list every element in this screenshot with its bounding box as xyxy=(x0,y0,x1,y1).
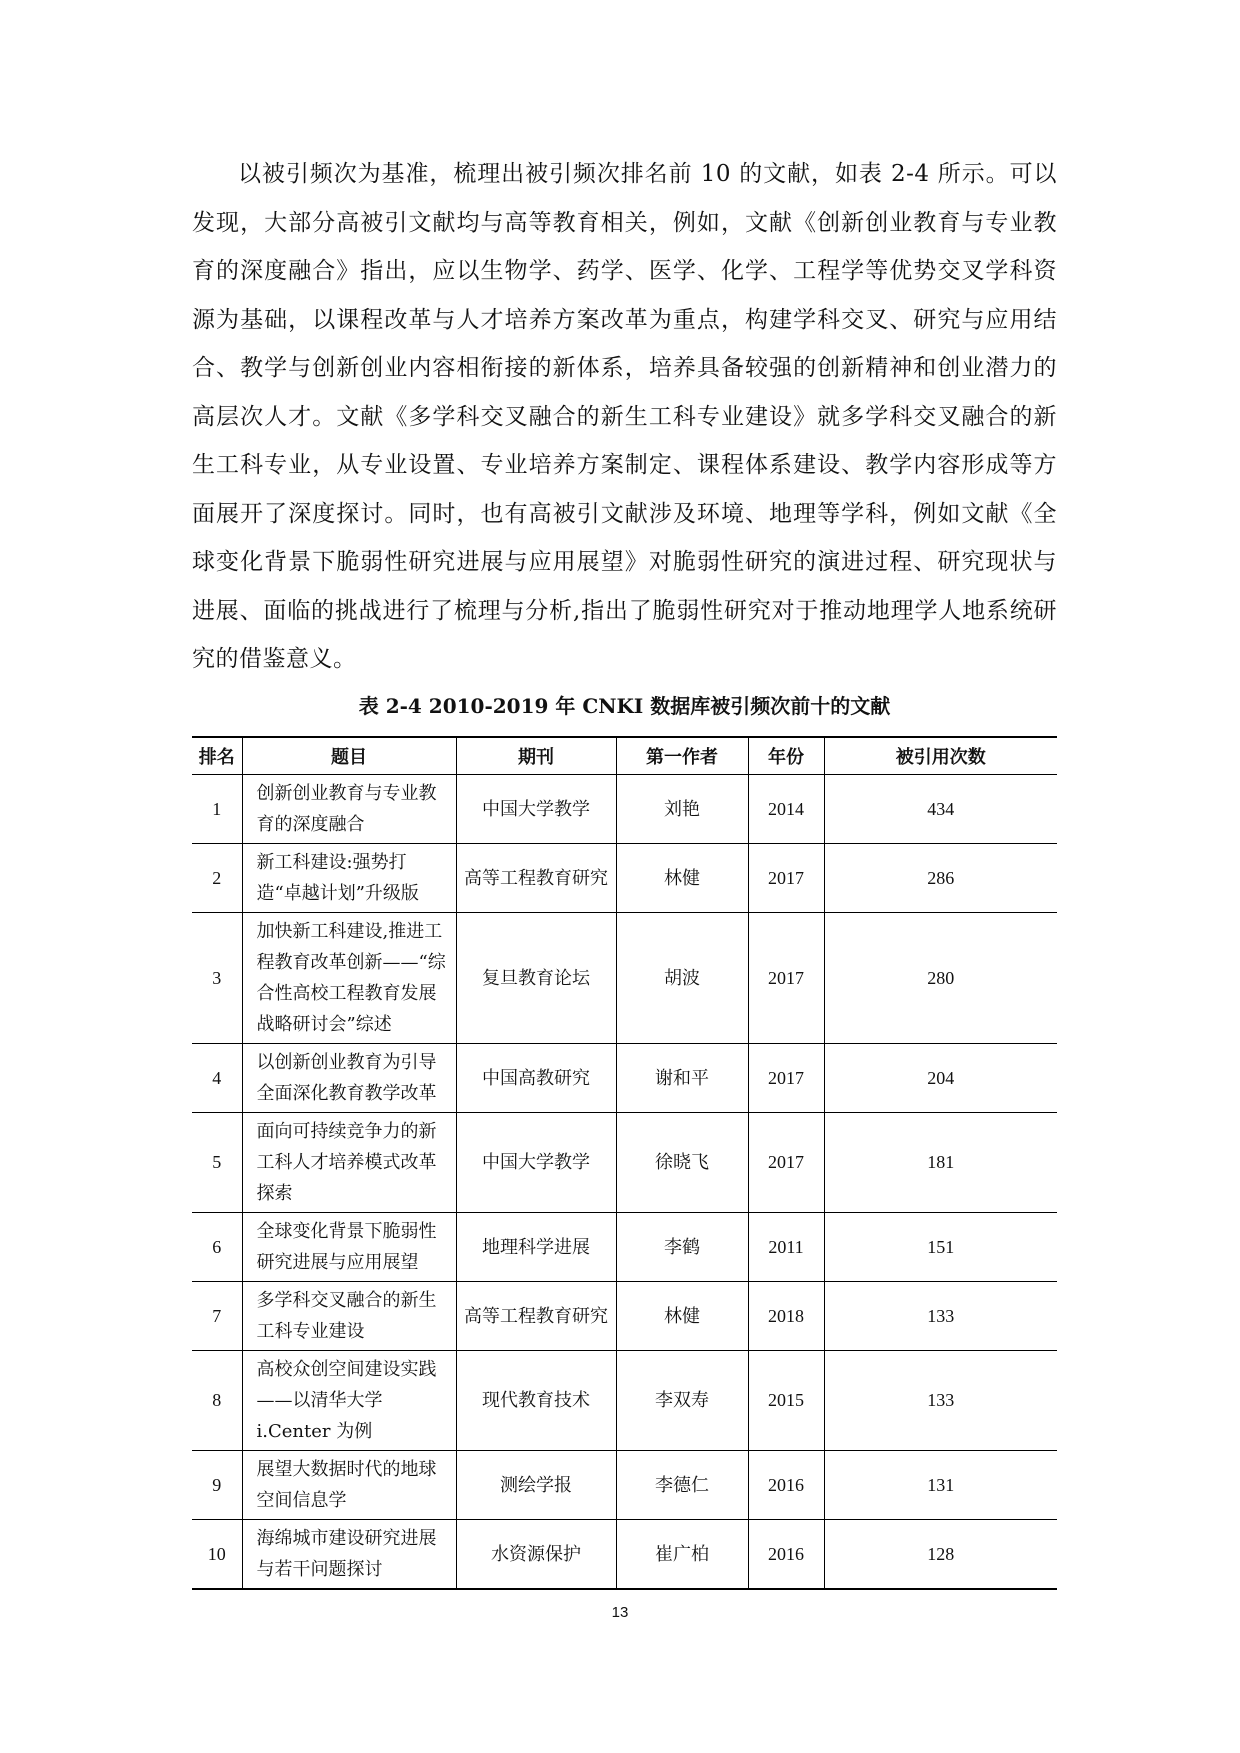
rank-cell: 8 xyxy=(192,1351,242,1451)
table-row xyxy=(192,1213,1057,1282)
citations-cell: 286 xyxy=(824,844,1057,913)
citations-cell: 280 xyxy=(824,913,1057,1044)
title-cell: 海绵城市建设研究进展与若干问题探讨 xyxy=(242,1520,456,1590)
title-cell: 以创新创业教育为引导 全面深化教育教学改革 xyxy=(242,1044,456,1113)
body-paragraph: 以被引频次为基准，梳理出被引频次排名前 10 的文献，如表 2-4 所示。可以发现，大部分高被引文献均与高等教育相关，例如，文献《创新创业教育与专业教育的深度融合》指出，应以生物学、药学、医学、化学、工程学等优势交叉学科资源为基础，以课程改革与人才培养方案改革为重点，构建学科交叉、研究与应用结合、教学与创新创业内容相衔接的新体系，培养具备较强的创新精神和创业潜力的高层次人才。文献《多学科交叉融合的新生工科专业建设》就多学科交叉融合的新生工科专业，从专业设置、专业培养方案制定、课程体系建设、教学内容形成等方面展开了深度探讨。同时，也有高被引文献涉及环境、地理等学科，例如文献《全球变化背景下脆弱性研究进展与应用展望》对脆弱性研究的演进过程、研究现状与进展、面临的挑战进行了梳理与分析,指出了脆弱性研究对于推动地理学人地系统研究的借鉴意义。 xyxy=(192,161,1057,672)
rank-cell: 1 xyxy=(192,775,242,844)
journal-cell: 复旦教育论坛 xyxy=(456,913,616,1044)
citations-cell: 133 xyxy=(824,1351,1057,1451)
year-cell: 2016 xyxy=(748,1451,824,1520)
citations-cell: 131 xyxy=(824,1451,1057,1520)
header-rank: 排名 xyxy=(192,737,242,775)
citations-cell: 204 xyxy=(824,1044,1057,1113)
header-citations: 被引用次数 xyxy=(824,737,1057,775)
table-row xyxy=(192,1351,1057,1451)
journal-cell: 现代教育技术 xyxy=(456,1351,616,1451)
author-cell: 崔广柏 xyxy=(616,1520,748,1590)
citations-cell: 128 xyxy=(824,1520,1057,1590)
title-cell: 全球变化背景下脆弱性研究进展与应用展望 xyxy=(242,1213,456,1282)
header-author: 第一作者 xyxy=(616,737,748,775)
year-cell: 2011 xyxy=(748,1213,824,1282)
table-row xyxy=(192,1044,1057,1113)
header-journal: 期刊 xyxy=(456,737,616,775)
author-cell: 林健 xyxy=(616,1282,748,1351)
year-cell: 2017 xyxy=(748,844,824,913)
year-cell: 2016 xyxy=(748,1520,824,1590)
title-cell: 创新创业教育与专业教育的深度融合 xyxy=(242,775,456,844)
journal-cell: 中国大学教学 xyxy=(456,775,616,844)
table-row xyxy=(192,1282,1057,1351)
author-cell: 胡波 xyxy=(616,913,748,1044)
citation-table xyxy=(192,736,1057,1590)
rank-cell: 5 xyxy=(192,1113,242,1213)
rank-cell: 6 xyxy=(192,1213,242,1282)
title-cell: 面向可持续竞争力的新工科人才培养模式改革探索 xyxy=(242,1113,456,1213)
header-year: 年份 xyxy=(748,737,824,775)
citations-cell: 181 xyxy=(824,1113,1057,1213)
title-cell: 新工科建设:强势打造“卓越计划”升级版 xyxy=(242,844,456,913)
year-cell: 2015 xyxy=(748,1351,824,1451)
author-cell: 李双寿 xyxy=(616,1351,748,1451)
year-cell: 2014 xyxy=(748,775,824,844)
citations-cell: 151 xyxy=(824,1213,1057,1282)
journal-cell: 中国高教研究 xyxy=(456,1044,616,1113)
rank-cell: 7 xyxy=(192,1282,242,1351)
author-cell: 李鹤 xyxy=(616,1213,748,1282)
header-title: 题目 xyxy=(242,737,456,775)
rank-cell: 2 xyxy=(192,844,242,913)
page-number: 13 xyxy=(611,1604,629,1621)
citations-cell: 133 xyxy=(824,1282,1057,1351)
table-row xyxy=(192,844,1057,913)
title-cell: 展望大数据时代的地球空间信息学 xyxy=(242,1451,456,1520)
journal-cell: 地理科学进展 xyxy=(456,1213,616,1282)
year-cell: 2018 xyxy=(748,1282,824,1351)
table-caption: 表 2-4 2010-2019 年 CNKI 数据库被引频次前十的文献 xyxy=(358,694,891,718)
rank-cell: 9 xyxy=(192,1451,242,1520)
journal-cell: 高等工程教育研究 xyxy=(456,844,616,913)
table-row xyxy=(192,1113,1057,1213)
author-cell: 谢和平 xyxy=(616,1044,748,1113)
table-header-row xyxy=(192,737,1057,775)
citations-cell: 434 xyxy=(824,775,1057,844)
rank-cell: 4 xyxy=(192,1044,242,1113)
title-cell: 加快新工科建设,推进工程教育改革创新——“综合性高校工程教育发展战略研讨会”综述 xyxy=(242,913,456,1044)
title-cell: 多学科交叉融合的新生工科专业建设 xyxy=(242,1282,456,1351)
year-cell: 2017 xyxy=(748,1113,824,1213)
rank-cell: 3 xyxy=(192,913,242,1044)
table-row xyxy=(192,913,1057,1044)
journal-cell: 中国大学教学 xyxy=(456,1113,616,1213)
table-row xyxy=(192,1520,1057,1590)
journal-cell: 测绘学报 xyxy=(456,1451,616,1520)
author-cell: 刘艳 xyxy=(616,775,748,844)
table-row xyxy=(192,1451,1057,1520)
journal-cell: 水资源保护 xyxy=(456,1520,616,1590)
rank-cell: 10 xyxy=(192,1520,242,1590)
journal-cell: 高等工程教育研究 xyxy=(456,1282,616,1351)
author-cell: 徐晓飞 xyxy=(616,1113,748,1213)
author-cell: 林健 xyxy=(616,844,748,913)
year-cell: 2017 xyxy=(748,1044,824,1113)
year-cell: 2017 xyxy=(748,913,824,1044)
title-cell: 高校众创空间建设实践——以清华大学 i.Center 为例 xyxy=(242,1351,456,1451)
author-cell: 李德仁 xyxy=(616,1451,748,1520)
table-row xyxy=(192,775,1057,844)
